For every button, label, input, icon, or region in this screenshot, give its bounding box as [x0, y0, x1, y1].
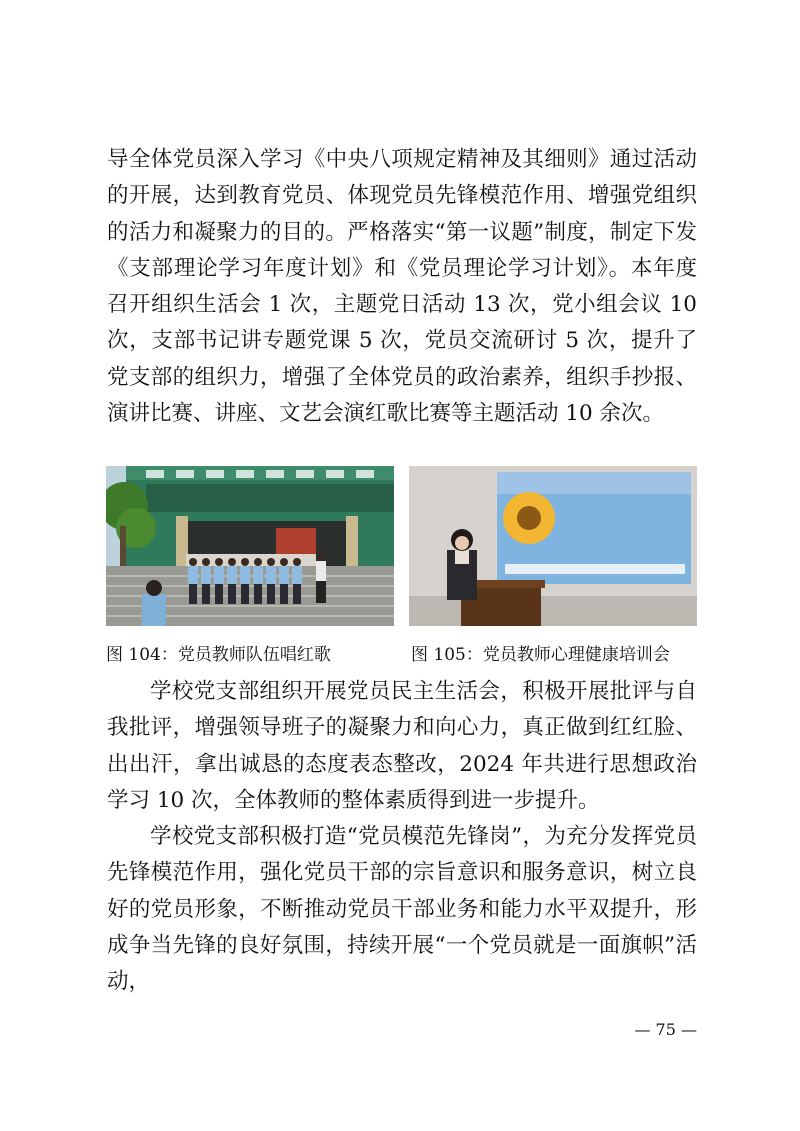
figure-105-caption: 图 105：党员教师心理健康培训会	[411, 645, 670, 665]
figure-104-caption: 图 104：党员教师队伍唱红歌	[106, 645, 331, 665]
body-paragraph-3: 学校党支部积极打造“党员模范先锋岗”，为充分发挥党员先锋模范作用，强化党员干部的宗旨意识和服务意识，树立良好的党员形象，不断推动党员干部业务和能力水平双提升，形成争当先锋的良好氛围，持续开展“一个党员就是一面旗帜”活动，	[107, 824, 697, 995]
photo-mental-health-training	[409, 466, 697, 626]
body-paragraph-2: 学校党支部组织开展党员民主生活会，积极开展批评与自我批评，增强领导班子的凝聚力和向心力，真正做到红红脸、出出汗，拿出诚恳的态度表态整改，2024 年共进行思想政治学习 10 次，全体教师的整体素质得到进一步提升。	[107, 679, 697, 813]
page-number: — 75 —	[634, 1020, 697, 1039]
body-paragraph-1: 导全体党员深入学习《中央八项规定精神及其细则》通过活动的开展，达到教育党员、体现党员先锋模范作用、增强党组织的活力和凝聚力的目的。严格落实“第一议题”制度，制定下发《支部理论学习年度计划》和《党员理论学习计划》。本年度召开组织生活会 1 次，主题党日活动 13 次，党小组会议 10 次，支部书记讲专题党课 5 次，党员交流研讨 5 次，提升了党支部的组织力，增强了全体党员的政治素养，组织手抄报、演讲比赛、讲座、文艺会演红歌比赛等主题活动 10 余次。	[107, 147, 697, 427]
photo-red-song-choir	[106, 466, 394, 626]
